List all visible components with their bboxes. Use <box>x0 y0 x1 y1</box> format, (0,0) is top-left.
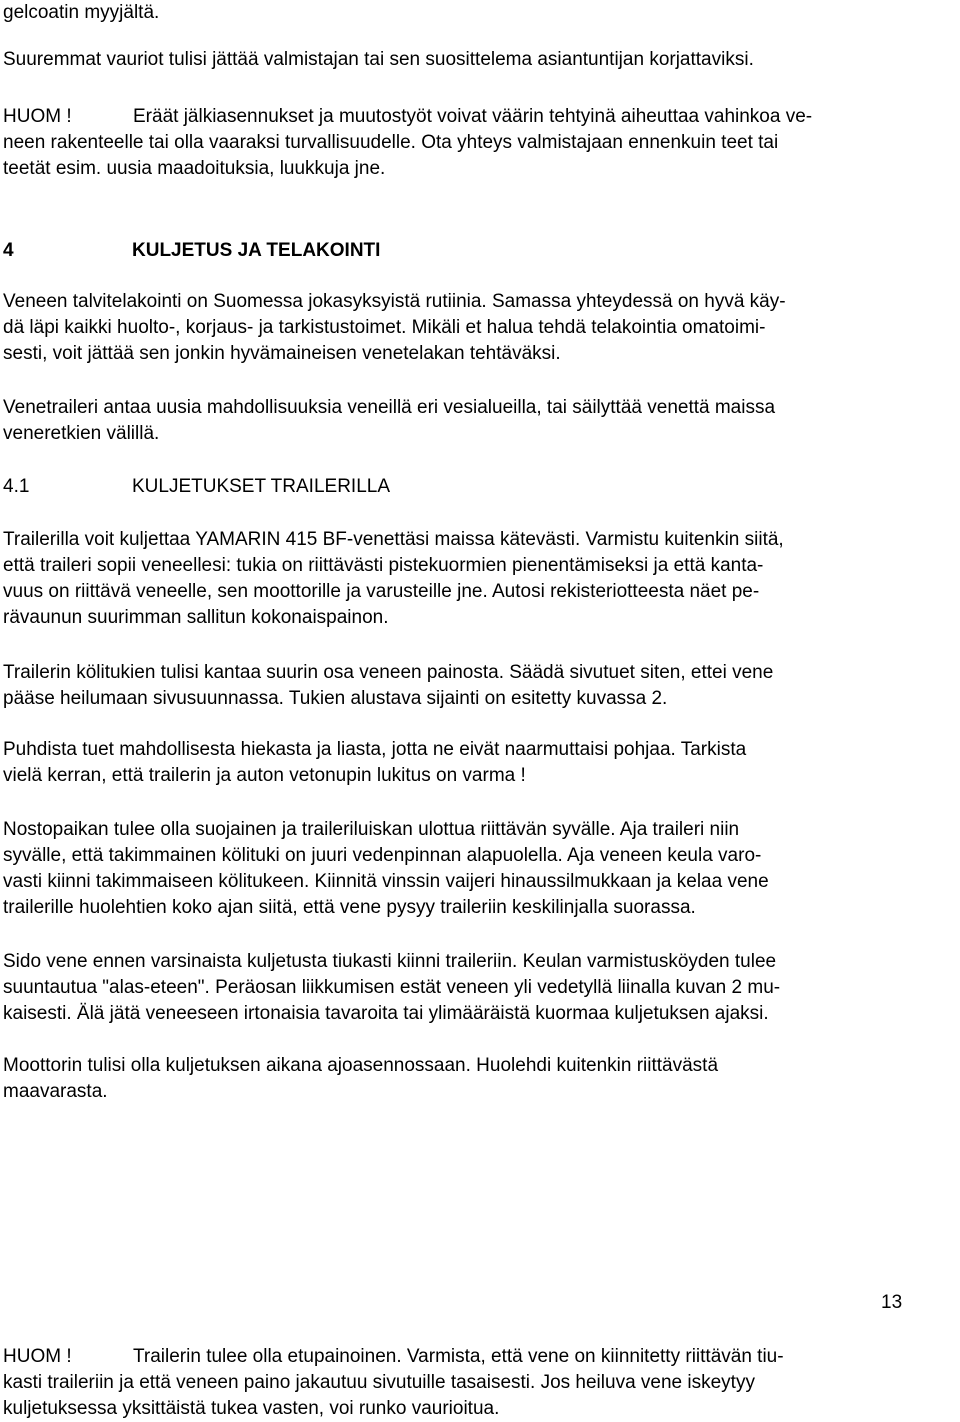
section-4-1-paragraph-3: Puhdista tuet mahdollisesta hiekasta ja liasta, jotta ne eivät naarmuttaisi pohjaa. Tarkista vielä kerran, että trailerin ja auton vetonupin lukitus on varma ! <box>3 739 747 786</box>
section-number: 4 <box>3 240 14 261</box>
section-4-heading <box>3 238 957 264</box>
section-4-1-heading <box>3 474 957 500</box>
huom-label: HUOM ! <box>3 1346 72 1367</box>
section-4-1-paragraph-6: Moottorin tulisi olla kuljetuksen aikana ajoasennossaan. Huolehdi kuitenkin riittävästä maavarasta. <box>3 1055 719 1102</box>
huom-label: HUOM ! <box>3 106 72 127</box>
section-4-1-paragraph-5: Sido vene ennen varsinaista kuljetusta tiukasti kiinni traileriin. Keulan varmistusköyden tulee suuntautua "alas-eteen". Peräosan liikkumisen estät veneen yli vedetyllä liinalla kuvan 2 mu- kaisesti. Älä jätä veneeseen irtonaisia tavaroita tai ylimääräistä kuormaa kuljetuksen ajaksi. <box>3 951 781 1024</box>
section-number: 4.1 <box>3 476 30 497</box>
repair-paragraph: Suuremmat vauriot tulisi jättää valmistajan tai sen suosittelema asiantuntijan korjattaviksi. <box>3 49 754 70</box>
section-4-1-paragraph-4: Nostopaikan tulee olla suojainen ja traileriluiskan ulottua riittävän syvälle. Aja traileri niin syvälle, että takimmainen kölituki on juuri vedenpinnan alapuolella. Aja veneen keula varo- vasti kiinni takimmaiseen kölitukeen. Kiinnitä vinssin vaijeri hinaussilmukkaan ja kelaa vene trailerille huolehtien koko ajan siitä, että vene pysyy traileriin keskilinjalla suorassa. <box>3 819 769 918</box>
intro-continuation: gelcoatin myyjältä. <box>3 2 160 23</box>
section-4-paragraph-1: Veneen talvitelakointi on Suomessa jokasyksyistä rutiinia. Samassa yhteydessä on hyvä käy- dä läpi kaikki huolto-, korjaus- ja tarkistustoimet. Mikäli et halua tehdä telakointia omatoimi- sesti, voit jättää sen jonkin hyvämaineisen venetelakan tehtäväksi. <box>3 291 786 364</box>
footer-huom-note: HUOM ! Trailerin tulee olla etupainoinen. Varmista, että vene on kiinnitetty riittävän tiu- kasti traileriin ja että veneen paino jakautuu sivutuille tasaisesti. Jos heiluva vene iskeytyy kuljetuksessa yksittäistä tukea vasten, voi runko vaurioitua. <box>3 1346 784 1419</box>
section-4-1-paragraph-2: Trailerin kölitukien tulisi kantaa suurin osa veneen painosta. Säädä sivutuet siten, ettei vene pääse heilumaan sivusuunnassa. Tukien alustava sijainti on esitetty kuvassa 2. <box>3 662 774 709</box>
section-title: KULJETUS JA TELAKOINTI <box>132 240 381 261</box>
huom-warning-paragraph: HUOM ! Eräät jälkiasennukset ja muutostyöt voivat väärin tehtyinä aiheuttaa vahinkoa ve- neen rakenteelle tai olla vaaraksi turvallisuudelle. Ota yhteys valmistajaan ennenkuin teet tai teetät esim. uusia maadoituksia, luukkuja jne. <box>3 106 813 179</box>
section-4-1-paragraph-1: Trailerilla voit kuljettaa YAMARIN 415 BF-venettäsi maissa kätevästi. Varmistu kuitenkin siitä, että traileri sopii veneellesi: tukia on riittävästi pistekuormien pienentämiseksi ja että kanta- vuus on riittävä veneelle, sen moottorille ja varusteille jne. Autosi rekisteriotteesta näet pe- rävaunun suurimman sallitun kokonaispainon. <box>3 529 784 628</box>
section-4-paragraph-2: Venetraileri antaa uusia mahdollisuuksia veneillä eri vesialueilla, tai säilyttää venettä maissa veneretkien välillä. <box>3 397 776 444</box>
page-number: 13 <box>881 1292 903 1313</box>
section-title: KULJETUKSET TRAILERILLA <box>132 476 391 497</box>
